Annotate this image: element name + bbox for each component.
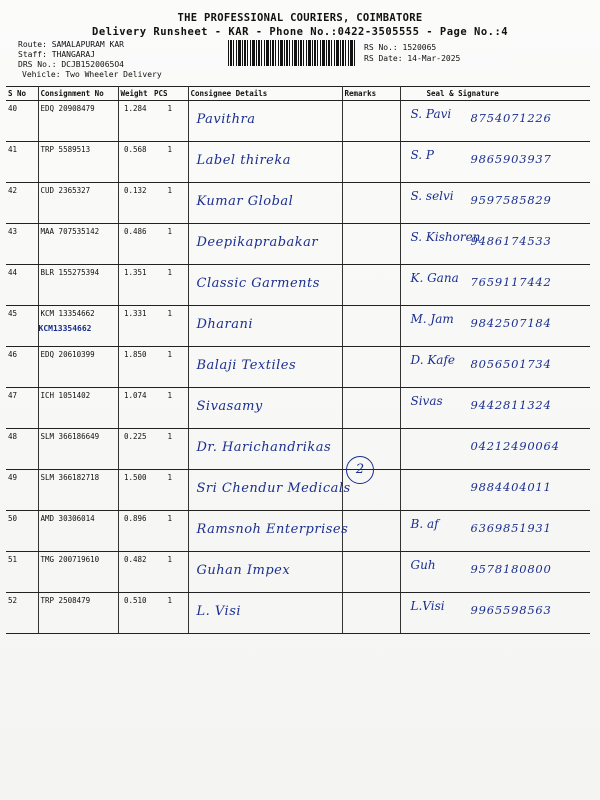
table-row [6, 388, 590, 429]
consignee-handwriting: Dr. Harichandrikas [196, 440, 332, 455]
row-sno: 47 [6, 388, 38, 429]
row-seal [400, 306, 590, 347]
row-consignment: KCM 13354662 [38, 306, 118, 347]
signature: Guh [410, 558, 436, 572]
receiver-phone: 9865903937 [470, 152, 552, 166]
col-sno: S No [6, 87, 38, 101]
receiver-phone: 04212490064 [470, 439, 560, 453]
table-row [6, 552, 590, 593]
row-weight: 0.132 [118, 183, 152, 224]
consignee-handwriting: Kumar Global [196, 194, 294, 209]
row-sno: 52 [6, 593, 38, 634]
row-seal [400, 470, 590, 511]
row-seal [400, 265, 590, 306]
table-row [6, 429, 590, 470]
staff-line: Staff: THANGARAJ [18, 50, 96, 59]
row-sno: 49 [6, 470, 38, 511]
row-weight: 0.486 [118, 224, 152, 265]
row-consignee [188, 429, 342, 470]
row-pcs: 1 [152, 511, 188, 552]
consignee-handwriting: Guhan Impex [196, 563, 291, 578]
consignee-handwriting: Label thireka [196, 153, 291, 168]
row-sno: 43 [6, 224, 38, 265]
table-row [6, 265, 590, 306]
row-sno: 48 [6, 429, 38, 470]
runsheet-table [6, 86, 590, 634]
row-weight: 0.896 [118, 511, 152, 552]
receiver-phone: 9486174533 [470, 234, 552, 248]
col-consignment: Consignment No [38, 87, 118, 101]
row-remarks [342, 306, 400, 347]
row-remarks [342, 142, 400, 183]
row-consignment: AMD 30306014 [38, 511, 118, 552]
row-weight: 1.331 [118, 306, 152, 347]
row-consignee [188, 101, 342, 142]
company-title: THE PROFESSIONAL COURIERS, COIMBATORE [177, 12, 423, 24]
row-consignee [188, 552, 342, 593]
signature: Sivas [410, 394, 443, 408]
receiver-phone: 8056501734 [470, 357, 552, 371]
row-consignee [188, 347, 342, 388]
row-pcs: 1 [152, 429, 188, 470]
row-remarks [342, 552, 400, 593]
row-consignment: SLM 366186649 [38, 429, 118, 470]
signature: S. P [410, 148, 434, 162]
row-weight: 1.074 [118, 388, 152, 429]
table-row [6, 142, 590, 183]
row-consignment: TMG 200719610 [38, 552, 118, 593]
row-seal [400, 142, 590, 183]
row-consignment: CUD 2365327 [38, 183, 118, 224]
row-remarks [342, 183, 400, 224]
row-consignee [188, 593, 342, 634]
row-pcs: 1 [152, 142, 188, 183]
row-sno: 44 [6, 265, 38, 306]
table-row [6, 306, 590, 347]
receiver-phone: 9597585829 [470, 193, 552, 207]
consignee-handwriting: Sri Chendur Medicals [196, 481, 351, 496]
row-pcs: 1 [152, 552, 188, 593]
row-pcs: 1 [152, 224, 188, 265]
table-header-row [6, 87, 590, 101]
vehicle-line: Vehicle: Two Wheeler Delivery [22, 70, 162, 79]
row-sno: 45 [6, 306, 38, 347]
row-consignee [188, 470, 351, 511]
row-seal [400, 429, 590, 470]
rs-info [364, 42, 460, 64]
signature: K. Gana [410, 271, 459, 285]
row-remarks [342, 388, 400, 429]
signature: L.Visi [410, 599, 445, 613]
signature: S. selvi [410, 189, 454, 203]
signature: M. Jam [410, 312, 454, 326]
receiver-phone: 9965598563 [470, 603, 552, 617]
receiver-phone: 9884404011 [470, 480, 552, 494]
receiver-phone: 7659117442 [470, 275, 552, 289]
row-pcs: 1 [152, 470, 188, 511]
table-row [6, 183, 590, 224]
row-remarks [342, 265, 400, 306]
consignee-handwriting: Dharani [196, 317, 254, 332]
consignee-handwriting: Pavithra [196, 112, 256, 127]
consignee-handwriting: Deepikaprabakar [196, 235, 319, 250]
row-consignment: BLR 155275394 [38, 265, 118, 306]
col-weight: Weight [118, 87, 152, 101]
consignee-handwriting: Classic Garments [196, 276, 320, 291]
row-sno: 50 [6, 511, 38, 552]
row-sno: 51 [6, 552, 38, 593]
row-consignee [188, 183, 342, 224]
row-seal [400, 183, 590, 224]
barcode [228, 40, 356, 66]
col-pcs: PCS [152, 87, 188, 101]
row-weight: 0.568 [118, 142, 152, 183]
row-weight: 1.351 [118, 265, 152, 306]
row-seal [400, 552, 590, 593]
row-sno: 46 [6, 347, 38, 388]
row-weight: 1.850 [118, 347, 152, 388]
row-weight: 0.482 [118, 552, 152, 593]
row-consignment: TRP 5589513 [38, 142, 118, 183]
row-pcs: 1 [152, 101, 188, 142]
row-consignment: TRP 2508479 [38, 593, 118, 634]
signature: B. af [410, 517, 439, 531]
row-remarks [342, 347, 400, 388]
col-seal: Seal & Signature [400, 87, 590, 101]
row-sno: 40 [6, 101, 38, 142]
row-pcs: 1 [152, 388, 188, 429]
receiver-phone: 8754071226 [470, 111, 552, 125]
row-consignee [188, 265, 342, 306]
receiver-phone: 9442811324 [470, 398, 552, 412]
consignee-handwriting: Balaji Textiles [196, 358, 297, 373]
row-sno: 42 [6, 183, 38, 224]
row-consignment: MAA 707535142 [38, 224, 118, 265]
row-weight: 1.284 [118, 101, 152, 142]
row-weight: 1.500 [118, 470, 152, 511]
row-remarks [342, 511, 400, 552]
row-remarks [342, 593, 400, 634]
consignment-overwrite: KCM13354662 [38, 324, 92, 333]
table-row [6, 593, 590, 634]
row-consignee [188, 142, 342, 183]
consignee-handwriting: L. Visi [196, 604, 242, 619]
row-weight: 0.510 [118, 593, 152, 634]
row-remarks [342, 101, 400, 142]
row-pcs: 1 [152, 593, 188, 634]
route-line: Route: SAMALAPURAM KAR [18, 40, 124, 49]
signature: S. Pavi [410, 107, 452, 121]
receiver-phone: 9842507184 [470, 316, 552, 330]
runsheet-subtitle: Delivery Runsheet - KAR - Phone No.:0422-3505555 - Page No.:4 [92, 26, 509, 38]
col-remarks: Remarks [342, 87, 400, 101]
signature: S. Kishoren [410, 230, 481, 244]
table-row [6, 511, 590, 552]
row-consignee [188, 388, 342, 429]
receiver-phone: 9578180800 [470, 562, 552, 576]
receiver-phone: 6369851931 [470, 521, 552, 535]
row-pcs: 1 [152, 347, 188, 388]
row-weight: 0.225 [118, 429, 152, 470]
table-row [6, 470, 590, 511]
row-seal [400, 347, 590, 388]
table-row [6, 347, 590, 388]
circled-mark: 2 [346, 456, 374, 484]
drs-line: DRS No.: DCJB1520065O4 [18, 60, 124, 69]
row-sno: 41 [6, 142, 38, 183]
rs-number: RS No.: 1520065 [364, 43, 437, 52]
row-seal [400, 224, 590, 265]
consignee-handwriting: Sivasamy [196, 399, 263, 414]
row-seal [400, 593, 590, 634]
col-consignee: Consignee Details [188, 87, 342, 101]
row-consignee [188, 511, 349, 552]
row-consignment: EDQ 20610399 [38, 347, 118, 388]
row-pcs: 1 [152, 265, 188, 306]
signature: D. Kafe [410, 353, 455, 367]
row-seal [400, 511, 590, 552]
rs-date: RS Date: 14-Mar-2025 [364, 54, 461, 63]
row-seal [400, 388, 590, 429]
row-pcs: 1 [152, 306, 188, 347]
row-consignment: ICH 1051402 [38, 388, 118, 429]
row-consignee [188, 224, 342, 265]
table-row [6, 101, 590, 142]
row-remarks [342, 224, 400, 265]
route-meta [18, 40, 162, 80]
row-consignment: SLM 366182718 [38, 470, 118, 511]
row-seal [400, 101, 590, 142]
row-consignment: EDQ 20908479 [38, 101, 118, 142]
consignee-handwriting: Ramsnoh Enterprises [196, 522, 349, 537]
row-pcs: 1 [152, 183, 188, 224]
table-row [6, 224, 590, 265]
